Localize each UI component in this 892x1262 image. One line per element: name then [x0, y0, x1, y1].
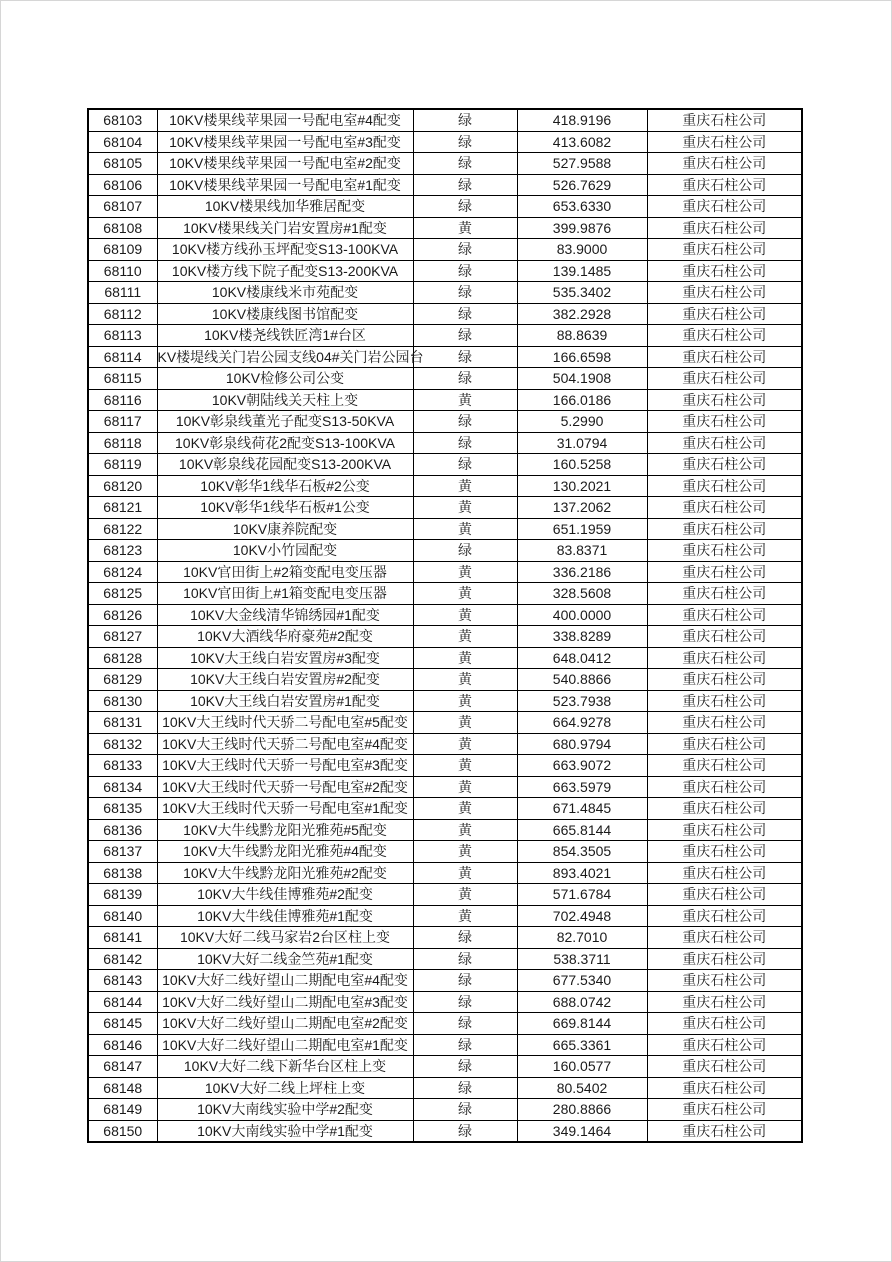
cell-id: 68124: [88, 561, 157, 583]
cell-color: 黄: [413, 755, 517, 777]
cell-id: 68130: [88, 690, 157, 712]
cell-color: 黄: [413, 561, 517, 583]
table-row: [88, 927, 802, 949]
cell-color: 黄: [413, 862, 517, 884]
cell-color: 绿: [413, 411, 517, 433]
table-row: [88, 1056, 802, 1078]
cell-name: 10KV大牛线黔龙阳光雅苑#4配变: [157, 841, 413, 863]
cell-value: 669.8144: [517, 1013, 647, 1035]
cell-color: 绿: [413, 927, 517, 949]
table-row: [88, 755, 802, 777]
cell-name: 10KV大好二线好望山二期配电室#2配变: [157, 1013, 413, 1035]
cell-id: 68106: [88, 174, 157, 196]
cell-name: 10KV大好二线金竺苑#1配变: [157, 948, 413, 970]
cell-color: 黄: [413, 905, 517, 927]
cell-company: 重庆石柱公司: [647, 905, 802, 927]
cell-value: 400.0000: [517, 604, 647, 626]
cell-id: 68135: [88, 798, 157, 820]
cell-company: 重庆石柱公司: [647, 583, 802, 605]
table-row: [88, 475, 802, 497]
cell-id: 68132: [88, 733, 157, 755]
cell-company: 重庆石柱公司: [647, 239, 802, 261]
cell-color: 绿: [413, 153, 517, 175]
cell-value: 664.9278: [517, 712, 647, 734]
cell-company: 重庆石柱公司: [647, 475, 802, 497]
cell-id: 68122: [88, 518, 157, 540]
cell-color: 绿: [413, 303, 517, 325]
cell-id: 68138: [88, 862, 157, 884]
cell-value: 680.9794: [517, 733, 647, 755]
table-row: [88, 841, 802, 863]
table-row: [88, 174, 802, 196]
cell-value: 83.9000: [517, 239, 647, 261]
cell-id: 68133: [88, 755, 157, 777]
cell-value: 526.7629: [517, 174, 647, 196]
cell-company: 重庆石柱公司: [647, 970, 802, 992]
cell-id: 68128: [88, 647, 157, 669]
cell-id: 68110: [88, 260, 157, 282]
cell-value: 527.9588: [517, 153, 647, 175]
cell-value: 328.5608: [517, 583, 647, 605]
table-row: [88, 389, 802, 411]
cell-name: 10KV楼康线米市苑配变: [157, 282, 413, 304]
cell-company: 重庆石柱公司: [647, 884, 802, 906]
cell-id: 68126: [88, 604, 157, 626]
cell-company: 重庆石柱公司: [647, 669, 802, 691]
cell-id: 68148: [88, 1077, 157, 1099]
cell-id: 68144: [88, 991, 157, 1013]
cell-id: 68136: [88, 819, 157, 841]
cell-color: 黄: [413, 518, 517, 540]
cell-value: 663.9072: [517, 755, 647, 777]
cell-color: 绿: [413, 948, 517, 970]
table-row: [88, 325, 802, 347]
cell-color: 绿: [413, 260, 517, 282]
cell-company: 重庆石柱公司: [647, 1099, 802, 1121]
table-row: [88, 196, 802, 218]
table-row: [88, 454, 802, 476]
cell-id: 68127: [88, 626, 157, 648]
table-row: [88, 109, 802, 131]
cell-value: 130.2021: [517, 475, 647, 497]
cell-name: 10KV官田街上#1箱变配电变压器: [157, 583, 413, 605]
cell-company: 重庆石柱公司: [647, 196, 802, 218]
cell-id: 68147: [88, 1056, 157, 1078]
cell-color: 绿: [413, 174, 517, 196]
cell-id: 68113: [88, 325, 157, 347]
cell-name: 10KV楼果线关门岩安置房#1配变: [157, 217, 413, 239]
cell-name: 10KV彰泉线董光子配变S13-50KVA: [157, 411, 413, 433]
cell-color: 绿: [413, 991, 517, 1013]
cell-value: 80.5402: [517, 1077, 647, 1099]
cell-name: 10KV大王线时代天骄一号配电室#3配变: [157, 755, 413, 777]
cell-company: 重庆石柱公司: [647, 948, 802, 970]
cell-color: 绿: [413, 1034, 517, 1056]
table-row: [88, 647, 802, 669]
cell-value: 139.1485: [517, 260, 647, 282]
cell-company: 重庆石柱公司: [647, 927, 802, 949]
cell-name: 10KV彰泉线荷花2配变S13-100KVA: [157, 432, 413, 454]
cell-color: 绿: [413, 454, 517, 476]
cell-name: 10KV大牛线黔龙阳光雅苑#5配变: [157, 819, 413, 841]
cell-company: 重庆石柱公司: [647, 1077, 802, 1099]
table-row: [88, 583, 802, 605]
cell-name: 10KV大南线实验中学#2配变: [157, 1099, 413, 1121]
cell-company: 重庆石柱公司: [647, 346, 802, 368]
cell-value: 338.8289: [517, 626, 647, 648]
cell-color: 黄: [413, 841, 517, 863]
cell-value: 166.6598: [517, 346, 647, 368]
cell-id: 68125: [88, 583, 157, 605]
cell-company: 重庆石柱公司: [647, 712, 802, 734]
cell-company: 重庆石柱公司: [647, 368, 802, 390]
cell-id: 68120: [88, 475, 157, 497]
cell-company: 重庆石柱公司: [647, 497, 802, 519]
cell-color: 黄: [413, 733, 517, 755]
cell-company: 重庆石柱公司: [647, 626, 802, 648]
cell-color: 绿: [413, 1099, 517, 1121]
cell-name: 10KV楼方线下院子配变S13-200KVA: [157, 260, 413, 282]
cell-company: 重庆石柱公司: [647, 411, 802, 433]
cell-name: 10KV大王线时代天骄一号配电室#2配变: [157, 776, 413, 798]
cell-value: 418.9196: [517, 109, 647, 131]
cell-id: 68105: [88, 153, 157, 175]
cell-company: 重庆石柱公司: [647, 109, 802, 131]
cell-company: 重庆石柱公司: [647, 819, 802, 841]
cell-company: 重庆石柱公司: [647, 217, 802, 239]
cell-id: 68104: [88, 131, 157, 153]
cell-name: 10KV彰华1线华石板#1公变: [157, 497, 413, 519]
cell-color: 绿: [413, 196, 517, 218]
table-row: [88, 776, 802, 798]
cell-name: 10KV楼方线孙玉坪配变S13-100KVA: [157, 239, 413, 261]
cell-company: 重庆石柱公司: [647, 174, 802, 196]
cell-value: 653.6330: [517, 196, 647, 218]
cell-value: 413.6082: [517, 131, 647, 153]
table-row: [88, 690, 802, 712]
table-row: [88, 819, 802, 841]
cell-name: 10KV楼康线图书馆配变: [157, 303, 413, 325]
cell-name: 10KV楼果线苹果园一号配电室#4配变: [157, 109, 413, 131]
cell-company: 重庆石柱公司: [647, 561, 802, 583]
cell-value: 349.1464: [517, 1120, 647, 1142]
cell-id: 68112: [88, 303, 157, 325]
cell-value: 160.0577: [517, 1056, 647, 1078]
cell-value: 523.7938: [517, 690, 647, 712]
cell-id: 68134: [88, 776, 157, 798]
cell-color: 绿: [413, 368, 517, 390]
cell-value: 854.3505: [517, 841, 647, 863]
cell-value: 280.8866: [517, 1099, 647, 1121]
cell-company: 重庆石柱公司: [647, 991, 802, 1013]
cell-value: 538.3711: [517, 948, 647, 970]
cell-company: 重庆石柱公司: [647, 690, 802, 712]
cell-name: 10KV小竹园配变: [157, 540, 413, 562]
cell-name: 10KV大好二线好望山二期配电室#1配变: [157, 1034, 413, 1056]
cell-id: 68107: [88, 196, 157, 218]
cell-name: 10KV大好二线马家岩2台区柱上变: [157, 927, 413, 949]
cell-name: 10KV大王线白岩安置房#3配变: [157, 647, 413, 669]
cell-id: 68145: [88, 1013, 157, 1035]
cell-name: 10KV大王线白岩安置房#1配变: [157, 690, 413, 712]
cell-name: 10KV大金线清华锦绣园#1配变: [157, 604, 413, 626]
cell-value: 688.0742: [517, 991, 647, 1013]
table-row: [88, 991, 802, 1013]
cell-id: 68119: [88, 454, 157, 476]
cell-value: 648.0412: [517, 647, 647, 669]
cell-value: 665.3361: [517, 1034, 647, 1056]
cell-value: 83.8371: [517, 540, 647, 562]
table-row: [88, 1077, 802, 1099]
cell-color: 黄: [413, 389, 517, 411]
cell-id: 68123: [88, 540, 157, 562]
cell-value: 535.3402: [517, 282, 647, 304]
cell-color: 黄: [413, 583, 517, 605]
cell-name: 10KV楼果线加华雅居配变: [157, 196, 413, 218]
cell-company: 重庆石柱公司: [647, 282, 802, 304]
cell-id: 68140: [88, 905, 157, 927]
table-row: [88, 217, 802, 239]
cell-color: 绿: [413, 346, 517, 368]
cell-name: 10KV大牛线佳博雅苑#2配变: [157, 884, 413, 906]
cell-company: 重庆石柱公司: [647, 131, 802, 153]
table-row: [88, 604, 802, 626]
transformer-table: [87, 108, 803, 1143]
cell-value: 137.2062: [517, 497, 647, 519]
cell-name: 10KV楼果线苹果园一号配电室#2配变: [157, 153, 413, 175]
table-row: [88, 1013, 802, 1035]
cell-color: 绿: [413, 1077, 517, 1099]
cell-value: 540.8866: [517, 669, 647, 691]
cell-color: 黄: [413, 217, 517, 239]
cell-value: 382.2928: [517, 303, 647, 325]
cell-color: 黄: [413, 497, 517, 519]
cell-name: 10KV大王线时代天骄一号配电室#1配变: [157, 798, 413, 820]
cell-value: 665.8144: [517, 819, 647, 841]
cell-id: 68115: [88, 368, 157, 390]
cell-name: 10KV大王线白岩安置房#2配变: [157, 669, 413, 691]
cell-company: 重庆石柱公司: [647, 1013, 802, 1035]
table-row: [88, 862, 802, 884]
cell-id: 68141: [88, 927, 157, 949]
cell-name: 10KV大酒线华府豪苑#2配变: [157, 626, 413, 648]
cell-company: 重庆石柱公司: [647, 454, 802, 476]
cell-company: 重庆石柱公司: [647, 389, 802, 411]
cell-color: 黄: [413, 776, 517, 798]
cell-id: 68121: [88, 497, 157, 519]
cell-name: 10KV大好二线下新华台区柱上变: [157, 1056, 413, 1078]
cell-company: 重庆石柱公司: [647, 325, 802, 347]
cell-color: 绿: [413, 540, 517, 562]
cell-company: 重庆石柱公司: [647, 260, 802, 282]
cell-value: 504.1908: [517, 368, 647, 390]
table-row: [88, 626, 802, 648]
table-row: [88, 131, 802, 153]
cell-value: 82.7010: [517, 927, 647, 949]
cell-name: 10KV康养院配变: [157, 518, 413, 540]
cell-color: 绿: [413, 1013, 517, 1035]
cell-value: 663.5979: [517, 776, 647, 798]
cell-company: 重庆石柱公司: [647, 1034, 802, 1056]
cell-company: 重庆石柱公司: [647, 604, 802, 626]
table-row: [88, 1099, 802, 1121]
cell-name: KV楼堤线关门岩公园支线04#关门岩公园台: [157, 346, 413, 368]
cell-color: 黄: [413, 604, 517, 626]
table-row: [88, 368, 802, 390]
cell-id: 68111: [88, 282, 157, 304]
cell-color: 绿: [413, 325, 517, 347]
cell-company: 重庆石柱公司: [647, 733, 802, 755]
table-row: [88, 561, 802, 583]
cell-value: 671.4845: [517, 798, 647, 820]
cell-color: 黄: [413, 712, 517, 734]
cell-name: 10KV大牛线佳博雅苑#1配变: [157, 905, 413, 927]
cell-color: 绿: [413, 131, 517, 153]
cell-color: 绿: [413, 970, 517, 992]
table-row: [88, 411, 802, 433]
cell-name: 10KV大王线时代天骄二号配电室#4配变: [157, 733, 413, 755]
cell-id: 68139: [88, 884, 157, 906]
cell-color: 黄: [413, 475, 517, 497]
table-row: [88, 905, 802, 927]
table-row: [88, 948, 802, 970]
cell-id: 68116: [88, 389, 157, 411]
cell-id: 68129: [88, 669, 157, 691]
cell-id: 68103: [88, 109, 157, 131]
cell-value: 893.4021: [517, 862, 647, 884]
cell-id: 68117: [88, 411, 157, 433]
cell-name: 10KV楼果线苹果园一号配电室#3配变: [157, 131, 413, 153]
cell-color: 绿: [413, 432, 517, 454]
cell-name: 10KV检修公司公变: [157, 368, 413, 390]
cell-id: 68108: [88, 217, 157, 239]
table-row: [88, 798, 802, 820]
table-row: [88, 239, 802, 261]
cell-id: 68114: [88, 346, 157, 368]
table-row: [88, 260, 802, 282]
cell-company: 重庆石柱公司: [647, 862, 802, 884]
cell-color: 黄: [413, 626, 517, 648]
cell-id: 68146: [88, 1034, 157, 1056]
cell-id: 68142: [88, 948, 157, 970]
cell-color: 绿: [413, 109, 517, 131]
cell-color: 绿: [413, 1056, 517, 1078]
table-row: [88, 518, 802, 540]
cell-name: 10KV彰华1线华石板#2公变: [157, 475, 413, 497]
cell-color: 绿: [413, 1120, 517, 1142]
cell-company: 重庆石柱公司: [647, 1056, 802, 1078]
cell-name: 10KV楼果线苹果园一号配电室#1配变: [157, 174, 413, 196]
cell-value: 399.9876: [517, 217, 647, 239]
cell-value: 651.1959: [517, 518, 647, 540]
cell-company: 重庆石柱公司: [647, 153, 802, 175]
cell-color: 绿: [413, 282, 517, 304]
cell-company: 重庆石柱公司: [647, 647, 802, 669]
cell-company: 重庆石柱公司: [647, 776, 802, 798]
cell-company: 重庆石柱公司: [647, 841, 802, 863]
cell-color: 绿: [413, 239, 517, 261]
cell-company: 重庆石柱公司: [647, 798, 802, 820]
cell-company: 重庆石柱公司: [647, 432, 802, 454]
cell-name: 10KV大好二线上坪柱上变: [157, 1077, 413, 1099]
cell-name: 10KV大南线实验中学#1配变: [157, 1120, 413, 1142]
cell-id: 68131: [88, 712, 157, 734]
cell-color: 黄: [413, 884, 517, 906]
cell-company: 重庆石柱公司: [647, 303, 802, 325]
cell-company: 重庆石柱公司: [647, 540, 802, 562]
cell-name: 10KV朝陆线关天柱上变: [157, 389, 413, 411]
table-row: [88, 884, 802, 906]
table-row: [88, 1034, 802, 1056]
table-row: [88, 1120, 802, 1142]
cell-id: 68118: [88, 432, 157, 454]
cell-color: 黄: [413, 647, 517, 669]
table-row: [88, 497, 802, 519]
cell-company: 重庆石柱公司: [647, 518, 802, 540]
cell-id: 68143: [88, 970, 157, 992]
transformer-table-body: [88, 109, 802, 1142]
cell-value: 571.6784: [517, 884, 647, 906]
cell-value: 336.2186: [517, 561, 647, 583]
table-row: [88, 346, 802, 368]
table-row: [88, 712, 802, 734]
table-row: [88, 540, 802, 562]
cell-id: 68109: [88, 239, 157, 261]
cell-value: 88.8639: [517, 325, 647, 347]
cell-id: 68150: [88, 1120, 157, 1142]
table-row: [88, 282, 802, 304]
cell-id: 68149: [88, 1099, 157, 1121]
table-row: [88, 432, 802, 454]
cell-value: 5.2990: [517, 411, 647, 433]
cell-id: 68137: [88, 841, 157, 863]
cell-name: 10KV大好二线好望山二期配电室#4配变: [157, 970, 413, 992]
table-row: [88, 970, 802, 992]
table-row: [88, 153, 802, 175]
cell-name: 10KV楼尧线铁匠湾1#台区: [157, 325, 413, 347]
cell-name: 10KV大王线时代天骄二号配电室#5配变: [157, 712, 413, 734]
cell-name: 10KV彰泉线花园配变S13-200KVA: [157, 454, 413, 476]
cell-name: 10KV大好二线好望山二期配电室#3配变: [157, 991, 413, 1013]
cell-value: 31.0794: [517, 432, 647, 454]
cell-color: 黄: [413, 798, 517, 820]
table-row: [88, 733, 802, 755]
cell-value: 702.4948: [517, 905, 647, 927]
cell-name: 10KV大牛线黔龙阳光雅苑#2配变: [157, 862, 413, 884]
cell-company: 重庆石柱公司: [647, 755, 802, 777]
cell-color: 黄: [413, 819, 517, 841]
cell-company: 重庆石柱公司: [647, 1120, 802, 1142]
table-row: [88, 303, 802, 325]
cell-value: 166.0186: [517, 389, 647, 411]
cell-color: 黄: [413, 690, 517, 712]
cell-color: 黄: [413, 669, 517, 691]
cell-value: 677.5340: [517, 970, 647, 992]
cell-value: 160.5258: [517, 454, 647, 476]
cell-name: 10KV官田街上#2箱变配电变压器: [157, 561, 413, 583]
table-row: [88, 669, 802, 691]
